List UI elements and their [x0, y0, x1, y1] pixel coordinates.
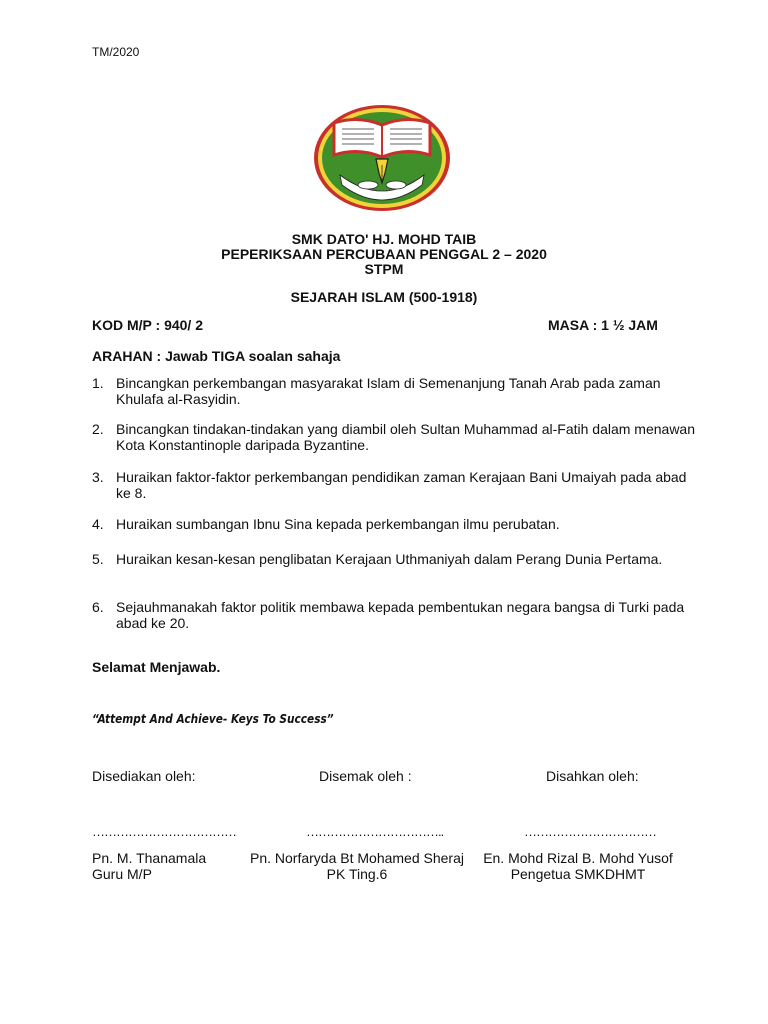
- subject-code: KOD M/P : 940/ 2: [92, 317, 204, 333]
- question-number: 3.: [92, 469, 104, 485]
- question-text: Huraikan kesan-kesan penglibatan Kerajaan Uthmaniyah dalam Perang Dunia Pertama.: [116, 551, 663, 567]
- school-name: SMK DATO' HJ. MOHD TAIB: [291, 231, 477, 247]
- approver-title: Pengetua SMKDHMT: [510, 866, 646, 882]
- question-text: Bincangkan perkembangan masyarakat Islam di Semenanjung Tanah Arab pada zaman Khulafa al-Rasyidin.: [116, 375, 661, 407]
- question-number: 4.: [92, 516, 104, 532]
- question-number: 6.: [92, 599, 104, 615]
- question-text: Huraikan faktor-faktor perkembangan pendidikan zaman Kerajaan Bani Umaiyah pada abad ke 8.: [116, 469, 687, 501]
- checker-name: Pn. Norfaryda Bt Mohamed Sheraj: [250, 850, 464, 866]
- question-text: Sejauhmanakah faktor politik membawa kepada pembentukan negara bangsa di Turki pada abad ke 20.: [116, 599, 685, 631]
- question-number: 5.: [92, 551, 104, 567]
- approved-by-label: Disahkan oleh:: [546, 768, 639, 784]
- question-text: Bincangkan tindakan-tindakan yang diambil oleh Sultan Muhammad al-Fatih dalam menawan Kota Konstantinople daripada Byzantine.: [116, 421, 696, 453]
- instructions: ARAHAN : Jawab TIGA soalan sahaja: [92, 348, 341, 364]
- school-crest-icon: [312, 103, 452, 213]
- preparer-name: Pn. M. Thanamala: [92, 850, 207, 866]
- question-number: 2.: [92, 421, 104, 437]
- signature-line: ……………………………: [524, 824, 656, 839]
- signature-line: ……………………………..: [306, 824, 444, 839]
- prepared-by-label: Disediakan oleh:: [92, 768, 196, 784]
- question-number: 1.: [92, 375, 104, 391]
- approver-name: En. Mohd Rizal B. Mohd Yusof: [483, 850, 673, 866]
- question-text: Huraikan sumbangan Ibnu Sina kepada perkembangan ilmu perubatan.: [116, 516, 560, 532]
- subject-title: SEJARAH ISLAM (500-1918): [290, 289, 478, 305]
- exam-level: STPM: [364, 261, 404, 277]
- exam-duration: MASA : 1 ½ JAM: [548, 317, 658, 333]
- school-motto: “Attempt And Achieve- Keys To Success”: [92, 712, 334, 726]
- signature-line: ………………………………: [92, 824, 236, 839]
- document-code: TM/2020: [92, 45, 140, 59]
- exam-title: PEPERIKSAAN PERCUBAAN PENGGAL 2 – 2020: [221, 246, 547, 262]
- preparer-title: Guru M/P: [92, 866, 152, 882]
- checker-title: PK Ting.6: [326, 866, 388, 882]
- closing-greeting: Selamat Menjawab.: [92, 659, 221, 675]
- checked-by-label: Disemak oleh :: [319, 768, 412, 784]
